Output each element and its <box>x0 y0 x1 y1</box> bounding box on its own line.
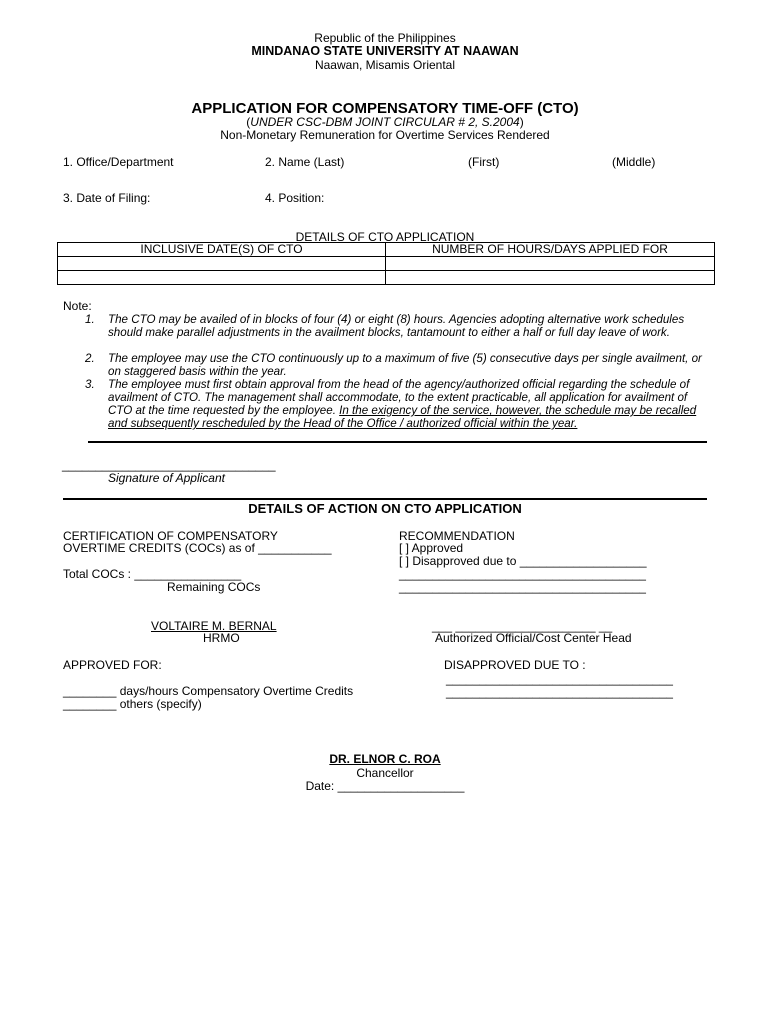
certification-label-1: CERTIFICATION OF COMPENSATORY <box>63 529 278 543</box>
name-middle-label: (Middle) <box>612 155 656 169</box>
notes-divider <box>88 441 707 443</box>
hrmo-name: VOLTAIRE M. BERNAL <box>151 619 277 633</box>
university-location: Naawan, Misamis Oriental <box>314 58 456 72</box>
dates-cell-2[interactable] <box>58 271 386 285</box>
section-divider <box>63 498 707 500</box>
signature-label: Signature of Applicant <box>108 471 225 485</box>
action-heading: DETAILS OF ACTION ON CTO APPLICATION <box>248 501 522 516</box>
disapproved-line-1[interactable]: __________________________________ <box>446 672 673 686</box>
hours-cell-2[interactable] <box>386 271 715 285</box>
note-item-2: The employee may use the CTO continuously up to a maximum of five (5) consecutive days per single availment, or on staggered basis within the year. <box>108 352 702 378</box>
recommendation-line-1[interactable]: _____________________________________ <box>399 567 646 581</box>
note-number-1: 1. <box>85 313 95 326</box>
chancellor-title: Chancellor <box>356 766 414 780</box>
dates-cell-1[interactable] <box>58 257 386 271</box>
date-filing-label: 3. Date of Filing: <box>63 191 151 205</box>
disapproved-checkbox[interactable]: [ ] Disapproved due to ___________________ <box>399 554 647 568</box>
col-inclusive-dates: INCLUSIVE DATE(S) OF CTO <box>58 243 386 257</box>
chancellor-date-field[interactable]: Date: ___________________ <box>305 779 465 793</box>
office-field-label: 1. Office/Department <box>63 155 174 169</box>
signature-line[interactable]: ________________________________ <box>62 458 276 472</box>
cto-details-table <box>57 242 715 285</box>
approved-checkbox[interactable]: [ ] Approved <box>399 541 464 555</box>
days-hours-field[interactable]: ________ days/hours Compensatory Overtime Credits <box>63 684 354 698</box>
note-item-1: The CTO may be availed of in blocks of four (4) or eight (8) hours. Agencies adopting alternative work schedules should make parallel adjustments in the availment blocks, tantamount to either a half or full day leave of work. <box>108 313 685 339</box>
republic-line: Republic of the Philippines <box>314 31 456 45</box>
approved-for-label: APPROVED FOR: <box>63 658 162 672</box>
chancellor-name: DR. ELNOR C. ROA <box>329 752 441 766</box>
position-label: 4. Position: <box>265 191 325 205</box>
university-name: MINDANAO STATE UNIVERSITY AT NAAWAN <box>251 44 519 58</box>
note-item-3: The employee must first obtain approval from the head of the agency/authorized official regarding the schedule of availment of CTO. The management shall accommodate, to the extent practicable, all application for availment of CTO at the time requested by the employee. In the exigency of the service, however, the schedule may be recalled and subsequently rescheduled by the Head of the Office / authorized official within the year. <box>108 378 697 430</box>
col-hours-days: NUMBER OF HOURS/DAYS APPLIED FOR <box>386 243 715 257</box>
form-title: APPLICATION FOR COMPENSATORY TIME-OFF (CTO) <box>191 100 579 117</box>
disapproved-due-label: DISAPPROVED DUE TO : <box>444 658 586 672</box>
form-subtitle: (UNDER CSC-DBM JOINT CIRCULAR # 2, S.2004) <box>246 115 524 129</box>
hours-cell-1[interactable] <box>386 257 715 271</box>
note-label: Note: <box>63 299 92 313</box>
disapproved-line-2[interactable]: __________________________________ <box>446 685 673 699</box>
authorized-official-title: Authorized Official/Cost Center Head <box>435 631 632 645</box>
name-last-label: 2. Name (Last) <box>265 155 345 169</box>
hrmo-title: HRMO <box>203 631 240 645</box>
note-number-3: 3. <box>85 378 95 391</box>
recommendation-line-2[interactable]: _____________________________________ <box>399 580 646 594</box>
note-number-2: 2. <box>85 352 95 365</box>
name-first-label: (First) <box>468 155 500 169</box>
recommendation-label: RECOMMENDATION <box>399 529 515 543</box>
total-cocs-field: Total COCs : ________________ <box>63 567 242 581</box>
authorized-signature-line[interactable]: ___ _____________________ __ <box>432 619 613 633</box>
certification-label-2: OVERTIME CREDITS (COCs) as of ___________ <box>63 541 332 555</box>
form-subtitle-2: Non-Monetary Remuneration for Overtime Services Rendered <box>220 128 550 142</box>
details-heading: DETAILS OF CTO APPLICATION <box>295 230 475 244</box>
others-field[interactable]: ________ others (specify) <box>63 697 202 711</box>
remaining-cocs-label: Remaining COCs <box>167 580 261 594</box>
